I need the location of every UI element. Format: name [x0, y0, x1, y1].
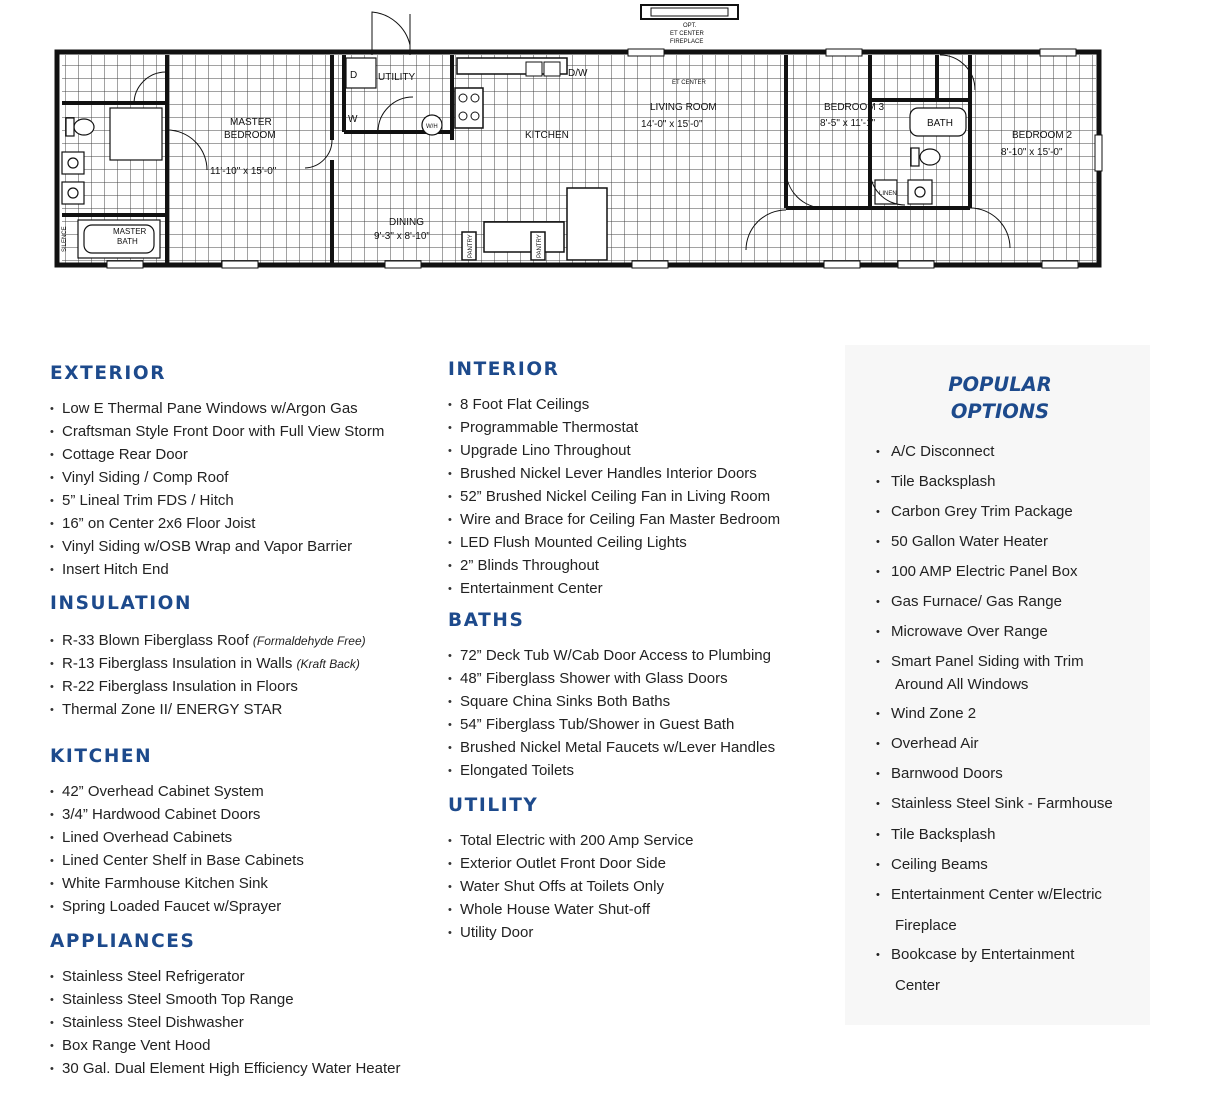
list-item: • 52” Brushed Nickel Ceiling Fan in Living Room — [448, 486, 780, 509]
list-item: • Whole House Water Shut-off — [448, 899, 693, 922]
option-item-text: Barnwood Doors — [891, 765, 1003, 782]
list-item: • 54” Fiberglass Tub/Shower in Guest Bath — [448, 714, 775, 737]
insulation-list — [50, 630, 366, 722]
option-item-text: Tile Backsplash — [891, 826, 996, 843]
list-item — [50, 699, 366, 722]
list-item: • Vinyl Siding w/OSB Wrap and Vapor Barrier — [50, 536, 384, 559]
appliances-list — [50, 966, 400, 1081]
list-item-text: R-33 Blown Fiberglass Roof — [62, 632, 253, 649]
list-item: • Stainless Steel Dishwasher — [50, 1012, 400, 1035]
insulation-title: INSULATION — [50, 593, 193, 614]
dryer-label: D — [350, 70, 358, 81]
list-item: • 30 Gal. Dual Element High Efficiency Water Heater — [50, 1058, 400, 1081]
utility-title: UTILITY — [448, 795, 539, 816]
et-center-label: ET CENTER — [672, 80, 706, 86]
washer-label: W — [348, 114, 358, 125]
list-item: • Insert Hitch End — [50, 559, 384, 582]
option-item-continuation: Center — [895, 977, 941, 994]
pantry-label-2: PANTRY — [537, 234, 543, 258]
kitchen-section — [50, 747, 304, 919]
option-item — [876, 561, 1078, 584]
list-item: • Total Electric with 200 Amp Service — [448, 830, 693, 853]
list-item: • Stainless Steel Refrigerator — [50, 966, 400, 989]
popular-options-title-line2: OPTIONS — [950, 400, 1050, 423]
option-item-text: A/C Disconnect — [891, 443, 995, 460]
popular-options-title — [845, 371, 1155, 425]
list-item: • Programmable Thermostat — [448, 417, 780, 440]
option-item-text: Wind Zone 2 — [891, 705, 977, 722]
bath-label: BATH — [927, 118, 953, 129]
option-item — [876, 621, 1048, 644]
list-item — [50, 630, 366, 653]
baths-title: BATHS — [448, 610, 525, 631]
option-item — [876, 703, 976, 726]
option-item — [876, 591, 1062, 614]
dining-label: DINING — [389, 217, 424, 228]
bedroom-2-label: BEDROOM 2 — [1012, 130, 1073, 141]
living-room-label: LIVING ROOM — [650, 102, 717, 113]
list-item-text: R-13 Fiberglass Insulation in Walls — [62, 655, 297, 672]
list-item: • Entertainment Center — [448, 578, 780, 601]
fireplace-icon — [641, 5, 738, 19]
dishwasher-label: D/W — [568, 68, 588, 79]
list-item: • Stainless Steel Smooth Top Range — [50, 989, 400, 1012]
fireplace-label-3: FIREPLACE — [670, 39, 704, 45]
interior-title: INTERIOR — [448, 359, 560, 380]
bedroom-3-dim: 8'-5" x 11'-1" — [820, 118, 876, 129]
option-item — [876, 651, 1084, 696]
option-item — [876, 884, 1102, 937]
list-item: • Lined Center Shelf in Base Cabinets — [50, 850, 304, 873]
list-item: • Upgrade Lino Throughout — [448, 440, 780, 463]
exterior-section — [50, 364, 384, 582]
fireplace-label-2: ET CENTER — [670, 31, 704, 37]
option-item-text: Microwave Over Range — [891, 623, 1048, 640]
option-item — [876, 824, 996, 847]
list-item: • 8 Foot Flat Ceilings — [448, 394, 780, 417]
list-item-text: Thermal Zone II/ ENERGY STAR — [62, 701, 283, 718]
list-item — [50, 653, 366, 676]
option-item-continuation: Fireplace — [895, 917, 957, 934]
option-item — [876, 501, 1073, 524]
water-heater-label: W/H — [426, 124, 438, 130]
master-bath-label: MASTER — [113, 227, 147, 236]
option-item — [876, 763, 1003, 786]
option-item-text: Entertainment Center w/Electric — [891, 886, 1102, 903]
fireplace-label-1: OPT. — [683, 23, 697, 29]
dining-dim: 9'-3" x 8'-10" — [374, 231, 430, 242]
option-item-continuation: Around All Windows — [895, 676, 1029, 693]
appliances-title: APPLIANCES — [50, 931, 196, 952]
option-item — [876, 531, 1048, 554]
list-item — [50, 676, 366, 699]
option-item-text: Tile Backsplash — [891, 473, 996, 490]
list-item: • Brushed Nickel Lever Handles Interior Doors — [448, 463, 780, 486]
option-item-text: Overhead Air — [891, 735, 979, 752]
linen-label: LINEN — [879, 191, 897, 197]
pantry-label-1: PANTRY — [468, 234, 474, 258]
master-bath-label-2: BATH — [117, 237, 138, 246]
insulation-section — [50, 594, 366, 722]
list-item: • Low E Thermal Pane Windows w/Argon Gas — [50, 398, 384, 421]
option-item — [876, 793, 1113, 816]
bedroom-3-label: BEDROOM 3 — [824, 102, 885, 113]
kitchen-label: KITCHEN — [525, 130, 569, 141]
utility-section — [448, 796, 693, 945]
exterior-title: EXTERIOR — [50, 363, 167, 384]
popular-options-panel — [845, 345, 1150, 1025]
baths-section — [448, 611, 775, 783]
master-bedroom-dim: 11'-10" x 15'-0" — [210, 166, 277, 177]
list-item: • Utility Door — [448, 922, 693, 945]
living-room-dim: 14'-0" x 15'-0" — [641, 119, 703, 130]
option-item — [876, 944, 1074, 997]
list-item: • 48” Fiberglass Shower with Glass Doors — [448, 668, 775, 691]
master-bedroom-label-2: BEDROOM — [224, 130, 276, 141]
list-item: • Craftsman Style Front Door with Full View Storm — [50, 421, 384, 444]
list-item: • 2” Blinds Throughout — [448, 555, 780, 578]
list-item: • Water Shut Offs at Toilets Only — [448, 876, 693, 899]
list-item: • Brushed Nickel Metal Faucets w/Lever Handles — [448, 737, 775, 760]
list-item: • Exterior Outlet Front Door Side — [448, 853, 693, 876]
bedroom-2-dim: 8'-10" x 15'-0" — [1001, 147, 1063, 158]
exterior-list — [50, 398, 384, 582]
list-item: • Box Range Vent Hood — [50, 1035, 400, 1058]
list-item-note: (Kraft Back) — [296, 657, 360, 671]
option-item-text: Stainless Steel Sink - Farmhouse — [891, 795, 1113, 812]
kitchen-title: KITCHEN — [50, 746, 153, 767]
list-item: • 5” Lineal Trim FDS / Hitch — [50, 490, 384, 513]
kitchen-list — [50, 781, 304, 919]
list-item: • White Farmhouse Kitchen Sink — [50, 873, 304, 896]
list-item: • 16” on Center 2x6 Floor Joist — [50, 513, 384, 536]
interior-section — [448, 360, 780, 601]
list-item: • Lined Overhead Cabinets — [50, 827, 304, 850]
list-item: • Spring Loaded Faucet w/Sprayer — [50, 896, 304, 919]
option-item-text: 100 AMP Electric Panel Box — [891, 563, 1078, 580]
option-item-text: Carbon Grey Trim Package — [891, 503, 1073, 520]
list-item: • LED Flush Mounted Ceiling Lights — [448, 532, 780, 555]
list-item: • Wire and Brace for Ceiling Fan Master Bedroom — [448, 509, 780, 532]
list-item-text: R-22 Fiberglass Insulation in Floors — [62, 678, 298, 695]
list-item: • Vinyl Siding / Comp Roof — [50, 467, 384, 490]
list-item-note: (Formaldehyde Free) — [252, 634, 366, 648]
interior-list — [448, 394, 780, 601]
option-item — [876, 854, 988, 877]
utility-list — [448, 830, 693, 945]
list-item: • Square China Sinks Both Baths — [448, 691, 775, 714]
option-item — [876, 471, 996, 494]
option-item — [876, 441, 994, 464]
list-item: • Elongated Toilets — [448, 760, 775, 783]
option-item-text: 50 Gallon Water Heater — [891, 533, 1049, 550]
list-item: • 72” Deck Tub W/Cab Door Access to Plumbing — [448, 645, 775, 668]
floor-plan — [0, 0, 1211, 300]
list-item: • 42” Overhead Cabinet System — [50, 781, 304, 804]
baths-list — [448, 645, 775, 783]
option-item — [876, 733, 979, 756]
utility-label: UTILITY — [378, 72, 416, 83]
option-item-text: Smart Panel Siding with Trim — [891, 653, 1084, 670]
option-item-text: Bookcase by Entertainment — [891, 946, 1075, 963]
option-item-text: Gas Furnace/ Gas Range — [891, 593, 1062, 610]
appliances-section — [50, 932, 400, 1081]
popular-options-title-line1: POPULAR — [948, 373, 1052, 396]
option-item-text: Ceiling Beams — [891, 856, 988, 873]
list-item: • Cottage Rear Door — [50, 444, 384, 467]
list-item: • 3/4” Hardwood Cabinet Doors — [50, 804, 304, 827]
master-bedroom-label: MASTER — [230, 117, 272, 128]
silence-label: SILENCE — [62, 226, 68, 252]
